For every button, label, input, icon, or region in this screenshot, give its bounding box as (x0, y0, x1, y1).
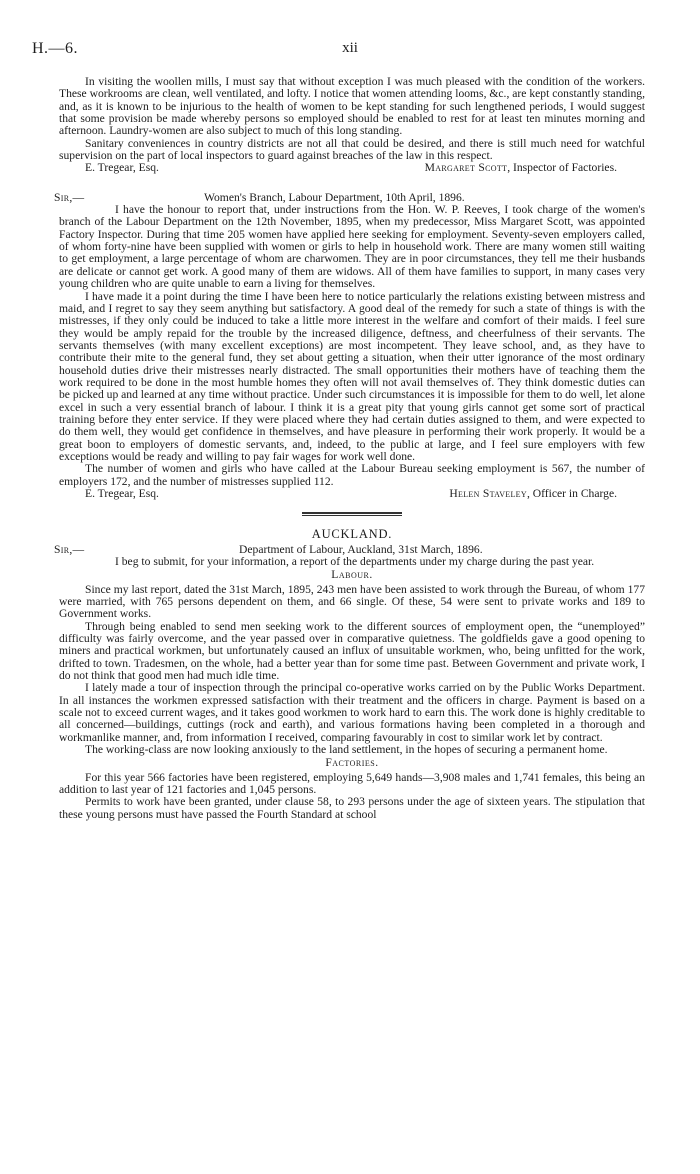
dateline: Women's Branch, Labour Department, 10th April, 1896. (204, 190, 465, 204)
page-number: xii (342, 40, 358, 56)
signatory-name: Helen Staveley (449, 487, 527, 500)
labour-paragraph-3: I lately made a tour of inspection through the principal co-operative works carried on by the Public Works Department. In all instances the workmen expressed satisfaction with their treatment and the officers in charge. Payment is based on a scale not to exceed current wages, and it takes good workmen to work hard to earn this. The work done is highly creditable to all concerned—buildings, cuttings (rock and earth), and various formations having been completed in a thorough and workmanlike manner, and, from information I received, comparing favourably in cost to similar work let by contract. (59, 681, 645, 744)
document-body (54, 75, 645, 821)
womens-branch-paragraph-1: I have the honour to report that, under instructions from the Hon. W. P. Reeves, I took charge of the women's branch of the Labour Department on the 12th November, 1895, when my predecessor, Miss Margaret Scott, was appointed Factory Inspector. During that time 205 women have applied here seeking for employment. Seventy-seven employers called, of whom forty-nine have been supplied with women or girls to help in household work. There are many women still waiting to get employment, a large percentage of whom are charwomen. They are in poor circumstances, they tell me their husbands are delicate or cannot get work. A good many of them are widows. All of them have families to support, in many cases very young children who are quite unable to earn a living for themselves. (59, 203, 645, 291)
signatory (449, 488, 617, 500)
section-divider (302, 512, 402, 516)
labour-heading: Labour. (331, 568, 373, 582)
factories-heading: Factories. (325, 756, 379, 770)
labour-paragraph-2: Through being enabled to send men seeking work to the different sources of employment open, the “unemployed” difficulty was fairly overcome, and the year passed over in comparative quietness. The goldfields gave a good opening to miners and practical workmen, but unfortunately caused an influx of unsuitable workmen, who, being unfitted for the work, drifted to town. Tradesmen, on the whole, had a better year than for some time past. Between Government and private work, I do not think that good men had much idle time. (59, 619, 645, 682)
labour-paragraph-4: The working-class are now looking anxiously to the land settlement, in the hopes of securing a permanent home. (85, 743, 608, 757)
section-title: AUCKLAND. (311, 527, 393, 542)
labour-paragraph-1: Since my last report, dated the 31st March, 1895, 243 men have been assisted to work through the Bureau, of whom 177 were married, with 765 persons dependent on them, and 66 single. Of these, 54 were sent to private works and 189 to Government works. (59, 582, 645, 621)
womens-branch-paragraph-3: The number of women and girls who have called at the Labour Bureau seeking employment is 567, the number of employers 172, and the number of mistresses supplied 112. (59, 462, 645, 488)
salutation: Sir,— (54, 190, 85, 204)
auckland-intro: I beg to submit, for your information, a report of the departments under my charge during the past year. (115, 554, 595, 568)
dateline: Department of Labour, Auckland, 31st March, 1896. (239, 542, 483, 556)
document-reference: H.—6. (32, 40, 79, 57)
woollen-mills-paragraph: In visiting the woollen mills, I must say that without exception I was much pleased with the condition of the workers. These workrooms are clean, well ventilated, and lofty. I notice that women attending looms, &c., are kept constantly standing, and, as it is known to be injurious to the health of women to be kept standing for such lengthened periods, I would suggest that some provision be made whereby persons so employed should be enabled to rest for at least ten minutes morning and afternoon. Laundry-women are also subject to much of this long standing. (59, 75, 645, 138)
signature-scott (59, 162, 645, 174)
signatory-title: , Officer in Charge. (526, 487, 617, 500)
signatory (425, 162, 617, 174)
signature-staveley (59, 488, 645, 500)
sanitary-paragraph: Sanitary conveniences in country districts are not all that could be desired, and there is still much need for watchful supervision on the part of local inspectors to guard against breaches of the law in this respect. (59, 136, 645, 163)
addressee: E. Tregear, Esq. (85, 161, 159, 175)
addressee: E. Tregear, Esq. (85, 487, 159, 500)
womens-branch-paragraph-2: I have made it a point during the time I have been here to notice particularly the relations existing between mistress and maid, and I regret to say they seem anything but satisfactory. A good deal of the remedy for such a state of things is with the mistresses, if they only could be induced to take a little more interest in the welfare and comfort of their maids. I feel sure they would be amply repaid for the trouble by the increased diligence, deftness, and cheerfulness of their servants. The servants themselves (with many excellent exceptions) are most incompetent. They leave school, and, as they have to contribute their mite to the general fund, they set about getting a situation, when their utter ignorance of the most ordinary household duties drive their mistresses nearly distracted. The small opportunities their mothers have of teaching them the work required to be done in the most humble homes they often will not avail themselves of. They think domestic duties can be picked up and learned at any time without practice. Under such circumstances it is impossible for them to do well, let alone excel in such a very essential branch of labour. I think it is a great pity that young girls cannot get some sort of practical training before they enter service. If they were placed where they had certain duties assigned to them, and were expected to do them well, they would get confidence in themselves, and have pleasure in performing their work properly. It would be a great boon to employers of domestic servants, and, indeed, to the public at large, and I feel sure employers with few exceptions would be ready and willing to pay fair wages for work well done. (59, 289, 645, 463)
salutation: Sir,— (54, 542, 85, 556)
signatory-title: , Inspector of Factories. (507, 161, 617, 175)
page-header (32, 40, 668, 60)
signatory-name: Margaret Scott (424, 161, 508, 175)
factories-paragraph-1: For this year 566 factories have been registered, employing 5,649 hands—3,908 males and 1,741 females, this being an addition to last year of 121 factories and 1,045 persons. (59, 770, 645, 797)
factories-paragraph-2: Permits to work have been granted, under clause 58, to 293 persons under the age of sixteen years. The stipulation that these young persons must have passed the Fourth Standard at school (59, 795, 645, 821)
